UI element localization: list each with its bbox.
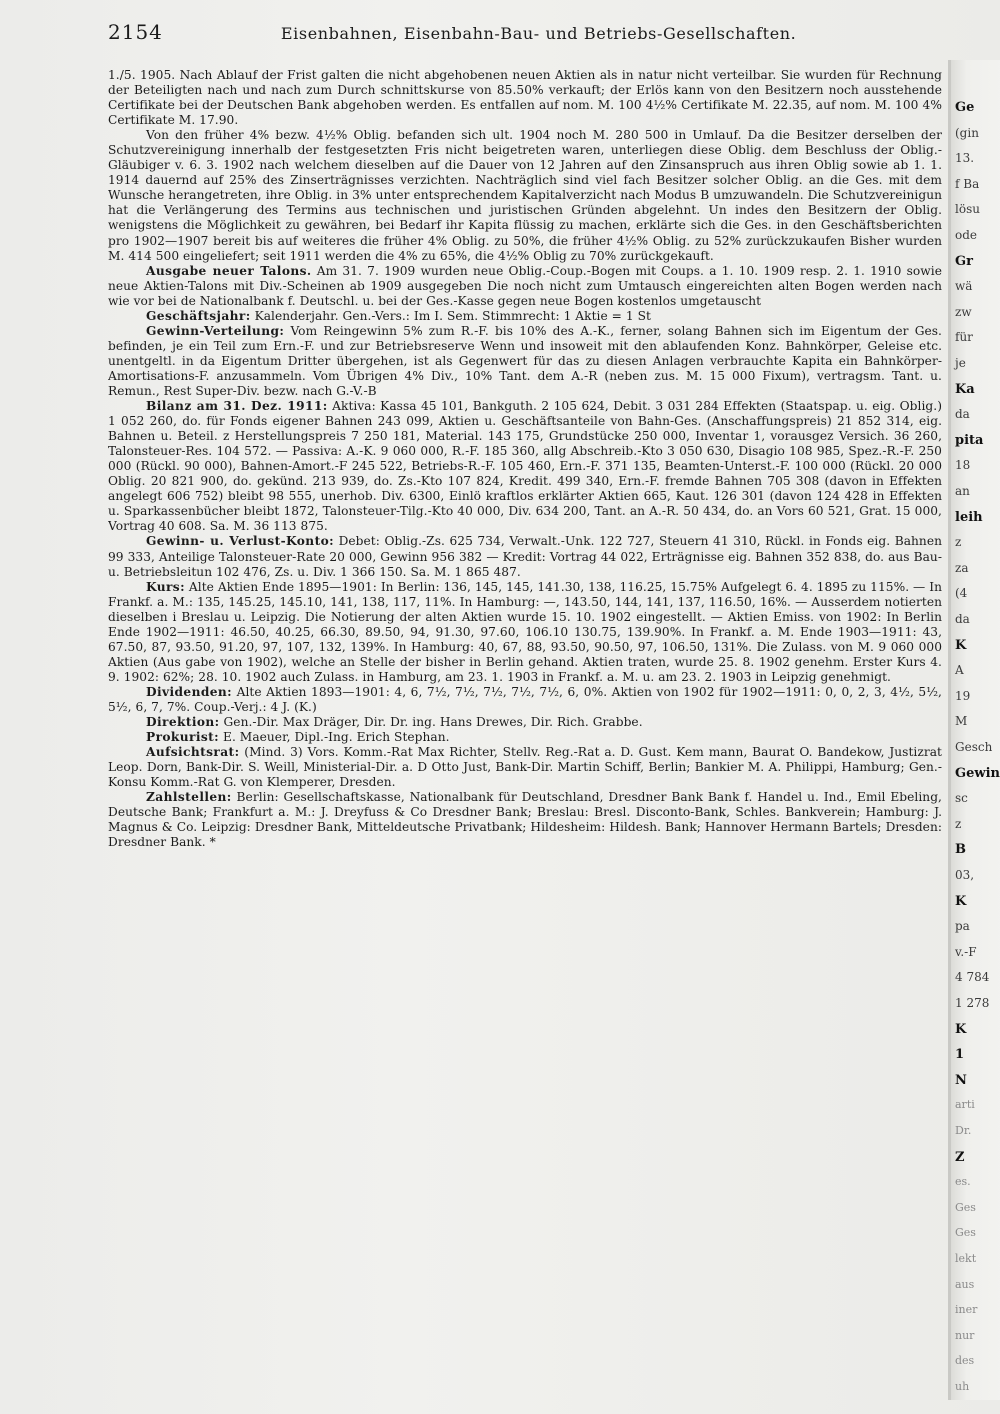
paragraph-text: Aktiva: Kassa 45 101, Bankguth. 2 105 624, Debit. 3 031 284 Effekten (Staatspap. u. eig. Oblig.) 1 052 260, do. für Fonds eigener Bahnen 243 099, Aktien u. Geschäftsanteile von Bahn-Ges. (Anschaffungspreis) 21 852 314, eig. Bahnen u. Beteil. z Herstellungspreis 7 250 181, Material. 143 175, Grundstücke 250 000, Inventar 1, vorausgez Versich. 36 260, Talonsteuer-Res. 104 572. — Passiva: A.-K. 9 060 000, R.-F. 185 360, allg Abschreib.-Kto 3 050 630, Disagio 108 985, Spez.-R.-F. 250 000 (Rückl. 90 000), Bahnen-Amort.-F 245 522, Betriebs-R.-F. 105 460, Ern.-F. 371 135, Beamten-Unterst.-F. 100 000 (Rückl. 20 000 Oblig. 20 821 900, do. gekünd. 213 939, do. Zs.-Kto 107 824, Kredit. 499 340, Ern.-F. fremde Bahnen 705 308 (davon in Effekten angelegt 606 752) bleibt 98 555, unerhob. Div. 6300, Einlö kraftlos erklärter Aktien 665, Kaut. 126 301 (davon 124 428 in Effekten u. Sparkassenbücher bleibt 1872, Talonsteuer-Tilg.-Kto 40 000, Div. 634 200, Tant. an A.-R. 50 434, do. an Vors 60 521, Grat. 15 000, Vortrag 40 608. Sa. M. 36 113 875. [108,399,942,534]
section-heading: Dividenden: [146,684,233,699]
paragraph [108,264,942,309]
paragraph-text: Berlin: Gesellschaftskasse, Nationalbank für Deutschland, Dresdner Bank Bank f. Handel u. Ind., Emil Ebeling, Deutsche Bank; Frankfurt a. M.: J. Dreyfuss & Co Dresdner Bank; Breslau: Bresl. Disconto-Bank, Schles. Bankverein; Hamburg: J. Magnus & Co. Leipzig: Dresdner Bank, Mitteldeutsche Privatbank; Hildesheim: Hildesh. Bank; Hannover Hermann Bartels; Dresden: Dresdner Bank. * [108,790,942,850]
section-heading: Kurs: [146,579,185,594]
paragraph [108,685,942,715]
margin-fragment: wä [955,279,973,294]
paragraph-text: (Mind. 3) Vors. Komm.-Rat Max Richter, Stellv. Reg.-Rat a. D. Gust. Kem mann, Baurat O. Bandekow, Justizrat Leop. Dorn, Bank-Dir. S. Weill, Ministerial-Dir. a. D Otto Just, Bank-Dir. Martin Schiff, Berlin; Bankier M. A. Philippi, Hamburg; Gen.-Konsu Komm.-Rat G. von Klemperer, Dresden. [108,745,942,790]
margin-fragment: K [955,893,967,909]
paragraph-text: Vom Reingewinn 5% zum R.-F. bis 10% des A.-K., ferner, solang Bahnen sich im Eigentum der Ges. befinden, je ein Teil zum Ern.-F. und zur Betriebsreserve Wenn und insoweit mit den ablaufenden Konz. Bahnkörper, Geleise etc. unentgeltl. in da Eigentum Dritter übergehen, ist als Gegenwert für das zu diesen Anlagen verbrauchte Kapita ein Bahnkörper-Amortisations-F. anzusammeln. Vom Übrigen 4% Div., 10% Tant. dem A.-R (neben zus. M. 15 000 Fixum), vertragsm. Tant. u. Remun., Rest Super-Div. bezw. nach G.-V.-B [108,323,942,398]
paragraph-text: Am 31. 7. 1909 wurden neue Oblig.-Coup.-Bogen mit Coups. a 1. 10. 1909 resp. 2. 1. 1910 sowie neue Aktien-Talons mit Div.-Scheinen ab 1909 ausgegeben Die noch nicht zum Umtausch eingereichten alten Bogen werden nach wie vor bei de Nationalbank f. Deutschl. u. bei der Ges.-Kasse gegen neue Bogen kostenlos umgetauscht [108,263,942,308]
margin-fragment: da [955,407,970,422]
paragraph [108,790,942,850]
margin-fragment: sc [955,791,968,806]
paragraph [108,309,942,324]
margin-fragment: 4 784 [955,970,990,985]
margin-fragment: leih [955,509,983,525]
margin-fragment: ode [955,228,978,242]
paragraph [108,324,942,399]
margin-fragment: 1 [955,1047,965,1063]
margin-fragment: Ges [955,1200,976,1214]
paragraph-text: 1./5. 1905. Nach Ablauf der Frist galten die nicht abgehobenen neuen Aktien als in natur nicht verteilbar. Sie wurden für Rechnung der Beteiligten nach und nach zum Durch schnittskurse von 85.50% verkauft; der Erlös kann von den Besitzern noch ausstehende Certifikate bei der Deutschen Bank abgehoben werden. Es entfallen auf nom. M. 100 4½% Certifikate M. 22.35, auf nom. M. 100 4% Certifikate M. 17.90. [108,68,942,128]
margin-fragment: an [955,484,970,498]
margin-fragment: je [955,356,966,370]
margin-fragment: za [955,560,969,575]
paragraph [108,715,942,730]
margin-fragment: Dr. [955,1124,972,1137]
margin-fragment: 18 [955,458,971,473]
margin-fragment: Z [955,1149,965,1165]
section-heading: Direktion: [146,715,220,730]
paragraph [108,745,942,790]
margin-fragment: Ges [955,1226,976,1240]
section-heading: Prokurist: [146,730,220,745]
section-heading: Gewinn-Verteilung: [146,323,285,338]
paragraph-text: Alte Aktien 1893—1901: 4, 6, 7½, 7½, 7½, 7½, 7½, 6, 0%. Aktien von 1902 für 1902—1911: 0, 0, 2, 3, 4½, 5½, 5½, 6, 7, 7%. Coup.-Verj.: 4 J. (K.) [108,684,942,714]
margin-fragment: v.-F [955,944,977,959]
paragraph [108,534,942,579]
paragraph [108,580,942,685]
margin-fragment: aus [955,1277,975,1291]
margin-fragment: A [955,663,964,678]
margin-fragment: 1 278 [955,996,990,1010]
margin-fragment: da [955,612,970,626]
margin-fragment: 03, [955,868,975,882]
margin-fragment: 13. [955,151,975,166]
margin-fragment: B [955,842,966,858]
margin-fragment: zw [955,304,972,319]
section-heading: Ausgabe neuer Talons. [146,263,312,278]
section-heading: Aufsichtsrat: [146,745,240,760]
section-heading: Geschäftsjahr: [146,308,251,323]
paragraph-text: Gen.-Dir. Max Dräger, Dir. Dr. ing. Hans Drewes, Dir. Rich. Grabbe. [223,715,643,730]
margin-fragment: z [955,816,962,831]
margin-fragment: für [955,330,973,345]
margin-fragment: z [955,535,962,550]
paragraph-text: E. Maeuer, Dipl.-Ing. Erich Stephan. [223,730,450,745]
adjacent-page-margin [948,60,1000,1400]
margin-fragment: M [955,714,968,729]
margin-fragment: lösu [955,202,980,217]
margin-fragment: Ge [955,100,975,115]
margin-fragment: nur [955,1328,975,1342]
margin-fragment: iner [955,1303,978,1317]
paragraph-text: Debet: Oblig.-Zs. 625 734, Verwalt.-Unk. 122 727, Steuern 41 310, Rückl. in Fonds eig. Bahnen 99 333, Anteilige Talonsteuer-Rate 20 000, Gewinn 956 382 — Kredit: Vortrag 44 022, Erträgnisse eig. Bahnen 352 838, do. aus Bau- u. Betriebsleitun 102 476, Zs. u. Div. 1 366 150. Sa. M. 1 865 487. [108,534,942,579]
paragraph [108,128,942,263]
page-header [108,20,948,50]
margin-fragment: f Ba [955,176,980,191]
margin-fragment: Gesch [955,740,993,754]
margin-fragment: N [955,1072,967,1088]
margin-fragment: Gr [955,253,973,269]
margin-fragment: pa [955,919,970,934]
margin-fragment: uh [955,1380,970,1393]
running-title: Eisenbahnen, Eisenbahn-Bau- und Betriebs-Gesellschaften. [280,24,797,43]
margin-fragment: des [955,1354,975,1368]
paragraph-text: Von den früher 4% bezw. 4½% Oblig. befanden sich ult. 1904 noch M. 280 500 in Umlauf. Da die Besitzer derselben der Schutzvereinigung innerhalb der festgesetzten Fris nicht beigetreten waren, unterliegen diese Oblig. dem Beschluss der Oblig.-Gläubiger v. 6. 3. 1902 nach welchem dieselben auf die Dauer von 12 Jahren auf den Zinsanspruch aus ihren Oblig sowie ab 1. 1. 1914 dauernd auf 25% des Zinserträgnisses verzichten. Nachträglich sind viel fach Besitzer solcher Oblig. an die Ges. mit dem Wunsche herangetreten, ihre Oblig. in 3% unter entsprechendem Kapitalverzicht nach Modus B umzuwandeln. Die Schutzvereinigun hat die Verlängerung des Termins aus technischen und juristischen Gründen abgelehnt. Un indes den Besitzern der Oblig. wenigstens die Möglichkeit zu gewähren, bei Bedarf ihr Kapita flüssig zu machen, erklärte sich die Ges. in den Geschäftsberichten pro 1902—1907 bereit bis auf weiteres die früher 4% Oblig. zu 50%, die früher 4½% Oblig. zu 52% zurückzukaufen Bisher wurden M. 414 500 eingeliefert; seit 1911 werden die 4% zu 65%, die 4½% Oblig zu 70% zurückgekauft. [108,128,942,263]
section-heading: Bilanz am 31. Dez. 1911: [146,399,328,414]
article-body [108,68,942,1338]
margin-fragment: Gewin [955,765,1000,781]
margin-fragment: K [955,637,967,653]
paragraph [108,399,942,534]
margin-fragment: Ka [955,381,975,397]
margin-fragment: K [955,1021,967,1037]
margin-fragment: lekt [955,1252,977,1265]
section-heading: Zahlstellen: [146,790,232,805]
margin-fragment: arti [955,1098,975,1112]
margin-fragment: 19 [955,688,971,703]
margin-fragment: (gin [955,125,979,140]
paragraph [108,730,942,745]
page-number: 2154 [108,20,163,44]
section-heading: Gewinn- u. Verlust-Konto: [146,534,335,549]
paragraph-text: Alte Aktien Ende 1895—1901: In Berlin: 136, 145, 145, 141.30, 138, 116.25, 15.75% Aufgelegt 6. 4. 1895 zu 115%. — In Frankf. a. M.: 135, 145.25, 145.10, 141, 138, 117, 11%. In Hamburg: —, 143.50, 144, 141, 137, 116.50, 16%. — Ausserdem notierten dieselben i Breslau u. Leipzig. Die Notierung der alten Aktien wurde 15. 10. 1902 eingestellt. — Aktien Emiss. von 1902: In Berlin Ende 1902—1911: 46.50, 40.25, 66.30, 89.50, 94, 91.30, 97.60, 106.10 130.75, 139.90%. In Frankf. a. M. Ende 1903—1911: 43, 67.50, 87, 93.50, 91.20, 97, 107, 132, 139%. In Hamburg: 40, 67, 88, 93.50, 90.50, 97, 106.50, 131%. Die Zulass. von M. 9 060 000 Aktien (Aus gabe von 1902), welche an Stelle der bisher in Berlin gehand. Aktien traten, wurde 25. 8. 1902 genehm. Erster Kurs 4. 9. 1902: 62%; 28. 10. 1902 auch Zulass. in Hamburg, am 23. 1. 1903 in Frankf. a. M. u. am 23. 2. 1903 in Leipzig genehmigt. [108,579,942,684]
paragraph [108,68,942,128]
margin-fragment: (4 [955,586,968,601]
margin-fragment: es. [955,1175,971,1189]
paragraph-text: Kalenderjahr. Gen.-Vers.: Im I. Sem. Stimmrecht: 1 Aktie = 1 St [254,308,651,323]
margin-fragment: pita [955,432,984,448]
